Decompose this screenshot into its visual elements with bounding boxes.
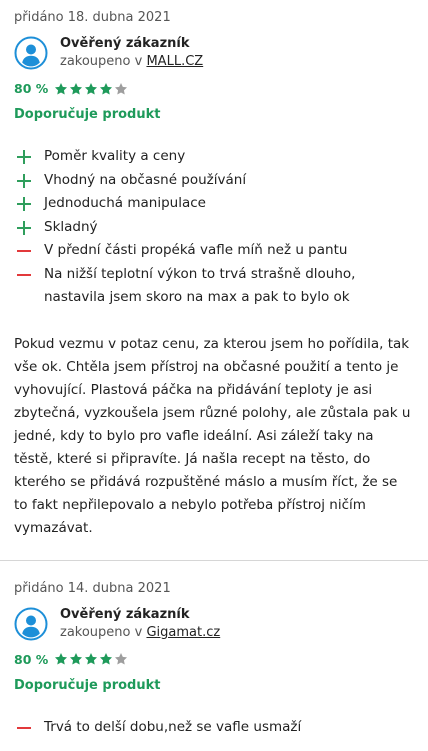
plus-icon <box>14 169 44 193</box>
star-icon <box>54 82 68 96</box>
star-icon <box>99 652 113 666</box>
con-text: Trvá to delší dobu,než se vafle usmaží <box>44 718 302 735</box>
recommend-label: Doporučuje produkt <box>14 107 161 122</box>
pro-text: Poměr kvality a ceny <box>44 148 186 164</box>
review-author <box>14 606 414 642</box>
star-icon <box>114 82 128 96</box>
pro-text: Skladný <box>44 218 98 235</box>
rating-percent: 80 % <box>14 81 49 96</box>
author-name: Ověřený zákazník <box>60 606 190 622</box>
author-name: Ověřený zákazník <box>60 36 190 51</box>
star-icon <box>99 82 113 96</box>
purchase-source <box>60 624 220 642</box>
rating <box>14 81 414 96</box>
pro-item <box>14 192 414 216</box>
con-item <box>14 716 414 740</box>
pro-item <box>14 216 414 240</box>
star-icon <box>114 652 128 666</box>
star-icon <box>69 82 83 96</box>
shop-link[interactable]: MALL.CZ <box>146 54 204 69</box>
star-icon <box>84 652 98 666</box>
con-item <box>14 239 414 263</box>
pro-item <box>14 145 414 169</box>
rating <box>14 652 414 667</box>
star-rating <box>54 652 129 666</box>
purchase-prefix: zakoupeno v <box>60 624 143 640</box>
star-icon <box>69 652 83 666</box>
con-text: Na nižší teplotní výkon to trvá strašně dlouho, nastavila jsem skoro na max a pak to bylo ok <box>44 265 356 305</box>
review-text: Pokud vezmu v potaz cenu, za kterou jsem ho pořídila, tak vše ok. Chtěla jsem přístroj na občasné použití a tento je vyhovující. Plastová páčka na přidávání teploty je asi zbytečná, vyzkoušela jsem různé polohy, ale zůstala pak u jedné, kdy to bylo pro vafle ideální. Asi záleží taky na těstě, které si připravíte. Já našla recept na těsto, do kterého se přidává rozpuštěné máslo a musím říct, že se to fakt nepřilepovalo a nebylo potřeba přístroj ničím vymazávat. <box>14 335 411 536</box>
plus-icon <box>14 145 44 169</box>
purchase-source <box>60 53 203 71</box>
review-date: přidáno 14. dubna 2021 <box>14 580 171 596</box>
rating-percent: 80 % <box>14 651 49 667</box>
review <box>0 560 428 740</box>
user-avatar-icon <box>14 36 48 70</box>
con-text: V přední části propéká vafle míň než u pantu <box>44 242 348 258</box>
pro-text: Jednoduchá manipulace <box>44 195 206 211</box>
user-avatar-icon <box>14 607 48 641</box>
pro-item <box>14 169 414 193</box>
minus-icon <box>14 239 44 263</box>
minus-icon <box>14 716 44 740</box>
plus-icon <box>14 216 44 240</box>
star-rating <box>54 82 129 96</box>
star-icon <box>84 82 98 96</box>
star-icon <box>54 652 68 666</box>
shop-link[interactable]: Gigamat.cz <box>146 624 221 640</box>
purchase-prefix: zakoupeno v <box>60 54 143 69</box>
plus-icon <box>14 192 44 216</box>
review-date: přidáno 18. dubna 2021 <box>14 10 171 25</box>
recommend-label: Doporučuje produkt <box>14 677 161 693</box>
review-points <box>14 145 414 310</box>
pro-text: Vhodný na občasné používání <box>44 171 247 188</box>
review-points <box>14 716 414 740</box>
review-author <box>14 35 414 71</box>
minus-icon <box>14 263 44 310</box>
con-item <box>14 263 414 310</box>
